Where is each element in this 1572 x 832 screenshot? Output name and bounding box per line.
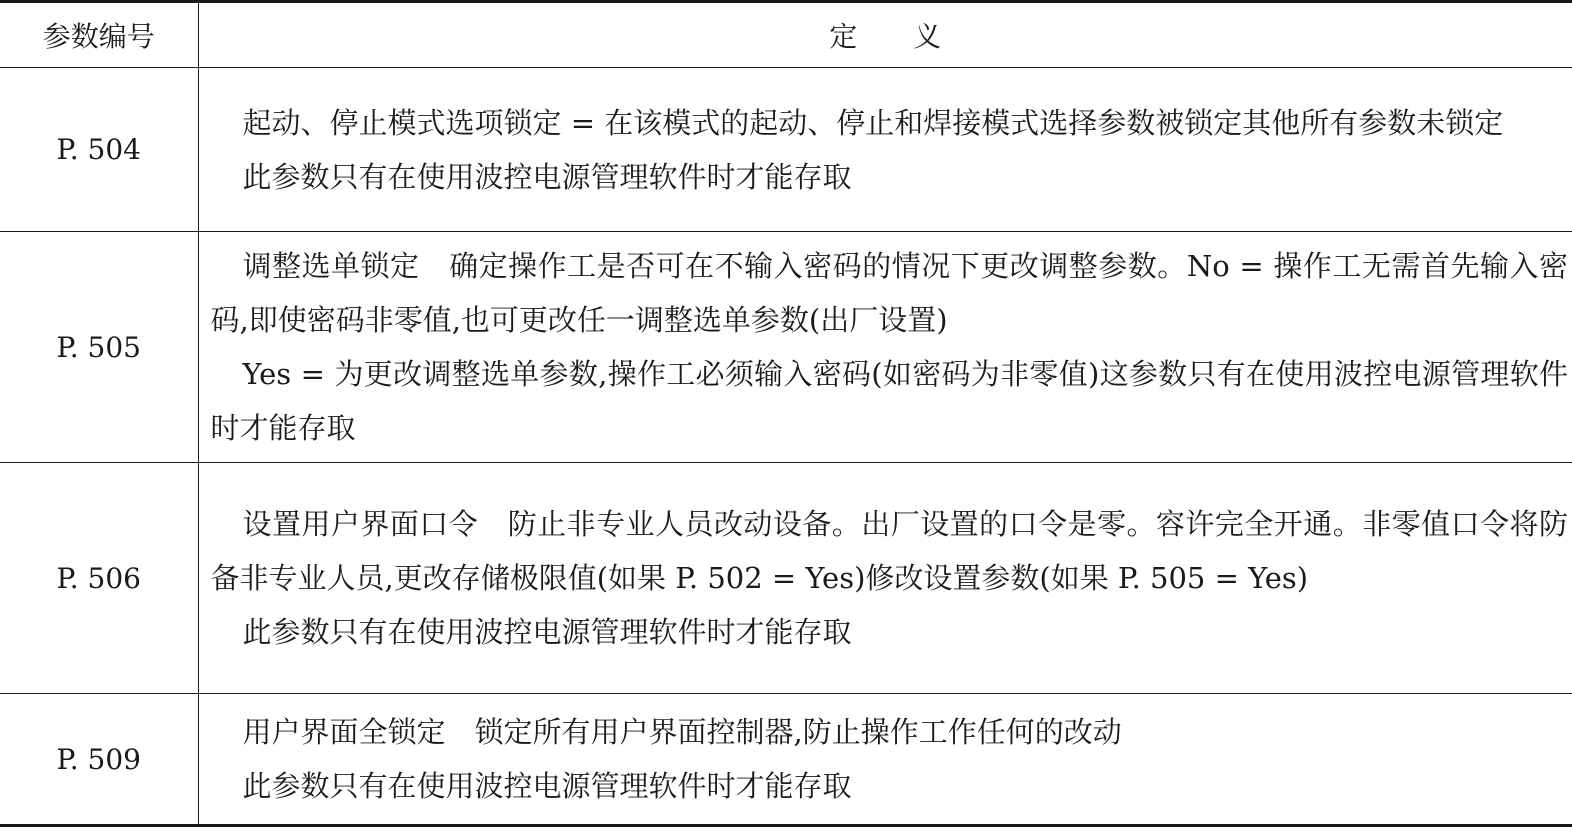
table-header-row bbox=[0, 2, 1572, 68]
param-code: P. 505 bbox=[0, 232, 198, 463]
table-row bbox=[0, 232, 1572, 463]
param-definition bbox=[198, 694, 1572, 826]
header-code: 参数编号 bbox=[0, 2, 198, 68]
definition-line: 此参数只有在使用波控电源管理软件时才能存取 bbox=[242, 159, 852, 194]
definition-line: Yes = 为更改调整选单参数,操作工必须输入密码(如密码为非零值)这参数只有在使用波控电源管理软件时才能存取 bbox=[210, 357, 1568, 445]
header-definition-char-1: 定 bbox=[829, 20, 858, 53]
param-definition bbox=[198, 463, 1572, 694]
definition-line: 起动、停止模式选项锁定 = 在该模式的起动、停止和焊接模式选择参数被锁定其他所有参数未锁定 bbox=[242, 105, 1504, 140]
header-definition bbox=[198, 2, 1572, 68]
definition-line: 用户界面全锁定 锁定所有用户界面控制器,防止操作工作任何的改动 bbox=[242, 715, 1122, 749]
definition-line: 此参数只有在使用波控电源管理软件时才能存取 bbox=[242, 615, 852, 649]
param-definition bbox=[198, 68, 1572, 232]
definition-line: 此参数只有在使用波控电源管理软件时才能存取 bbox=[242, 769, 852, 803]
table-row bbox=[0, 68, 1572, 232]
table-row bbox=[0, 694, 1572, 826]
param-code: P. 506 bbox=[0, 463, 198, 694]
table-row bbox=[0, 463, 1572, 694]
header-definition-char-2: 义 bbox=[913, 20, 942, 53]
param-code: P. 504 bbox=[0, 68, 198, 232]
definition-line: 设置用户界面口令 防止非专业人员改动设备。出厂设置的口令是零。容许完全开通。非零值口令将防备非专业人员,更改存储极限值(如果 P. 502 = Yes)修改设置参数(如果 P. 505 = Yes) bbox=[210, 507, 1568, 595]
definition-line: 调整选单锁定 确定操作工是否可在不输入密码的情况下更改调整参数。No = 操作工无需首先输入密码,即使密码非零值,也可更改任一调整选单参数(出厂设置) bbox=[210, 249, 1568, 337]
param-definition bbox=[198, 232, 1572, 463]
param-code: P. 509 bbox=[0, 694, 198, 826]
